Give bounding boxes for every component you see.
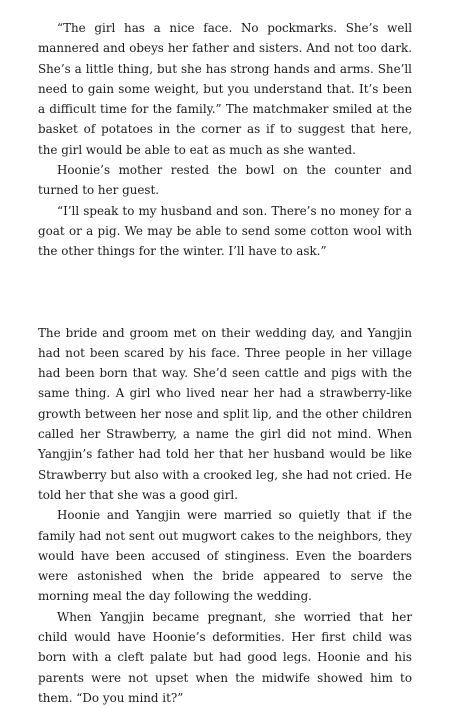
book-page [38, 18, 412, 708]
paragraph-pregnancy: When Yangjin became pregnant, she worried that her child would have Hoonie’s deformities. Her first child was born with a cleft palate but had good legs. Hoonie and his parents were not upset when the midwife showed him to them. “Do you mind it?” [38, 609, 412, 705]
paragraph-quiet-marriage: Hoonie and Yangjin were married so quietly that if the family had not sent out mugwort cakes to the neighbors, they would have been accused of stinginess. Even the boarders were astonished when the bride appeared to serve the morning meal the day following the wedding. [38, 508, 412, 604]
paragraph-matchmaker-speech: “The girl has a nice face. No pockmarks. She’s well mannered and obeys her father and sisters. And not too dark. She’s a little thing, but she has strong hands and arms. She’ll need to gain some weight, but you understand that. It’s been a difficult time for the family.” The matchmaker smiled at the basket of potatoes in the corner as if to suggest that here, the girl would be able to eat as much as she wanted. [38, 21, 412, 157]
section-break [38, 262, 412, 323]
paragraph-mother-rests-bowl: Hoonie’s mother rested the bowl on the counter and turned to her guest. [38, 163, 412, 198]
paragraph-mother-reply: “I’ll speak to my husband and son. There’s no money for a goat or a pig. We may be able to send some cotton wool with the other things for the winter. I’ll have to ask.” [38, 203, 412, 259]
paragraph-wedding-day: The bride and groom met on their wedding day, and Yangjin had not been scared by his face. Three people in her village had been born that way. She’d seen cattle and pigs with the same thing. A girl who lived near her had a strawberry-like growth between her nose and split lip, and the other children called her Strawberry, a name the girl did not mind. When Yangjin’s father had told her that her husband would be like Strawberry but also with a crooked leg, she had not cried. He told her that she was a good girl. [38, 325, 412, 502]
